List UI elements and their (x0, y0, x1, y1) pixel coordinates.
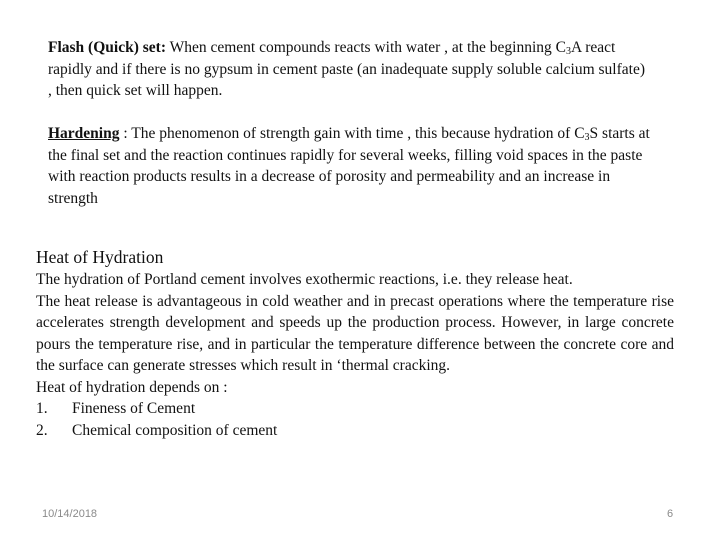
hardening-text-cont: S starts at the final set and the reaction continues rapidly for several weeks, filling void spaces in the paste with reaction products results in a decrease of porosity and permeability and an increase in strength (48, 125, 650, 207)
page-number: 6 (667, 508, 674, 520)
heat-of-hydration-section (36, 245, 674, 441)
hardening-paragraph (48, 123, 660, 209)
heat-heading: Heat of Hydration (36, 247, 164, 267)
flash-set-text: When cement compounds reacts with water , at the beginning C (165, 39, 567, 56)
hardening-term: Hardening (48, 125, 120, 142)
hardening-text: The phenomenon of strength gain with time , this because hydration of C (127, 125, 585, 142)
heat-depends: Heat of hydration depends on : (36, 378, 228, 396)
list-text: Chemical composition of cement (72, 421, 278, 439)
flash-set-subscript: 3 (566, 46, 572, 57)
list-item (36, 398, 674, 420)
heat-body: The heat release is advantageous in cold weather and in precast operations where the temperature rise accelerates strength development and speeds up the production process. However, in large concrete pours the temperature rise, and in particular the temperature difference between the concrete core and the surface can generate stresses which result in ‘thermal cracking. (36, 292, 674, 374)
hardening-colon: : (119, 125, 128, 142)
flash-set-term: Flash (Quick) set (48, 39, 161, 56)
list-number: 1. (36, 400, 48, 417)
list-item (36, 420, 674, 442)
flash-set-paragraph (48, 37, 648, 102)
flash-set-colon: : (160, 39, 166, 56)
list-number: 2. (36, 421, 48, 439)
hardening-subscript: 3 (584, 132, 590, 143)
list-text: Fineness of Cement (72, 400, 196, 417)
flash-set-text-cont: A react rapidly and if there is no gypsum in cement paste (an inadequate supply soluble calcium sulfate) , then quick set will happen. (48, 39, 646, 99)
footer-date: 10/14/2018 (42, 508, 98, 520)
heat-intro: The hydration of Portland cement involves exothermic reactions, i.e. they release heat. (36, 271, 573, 288)
